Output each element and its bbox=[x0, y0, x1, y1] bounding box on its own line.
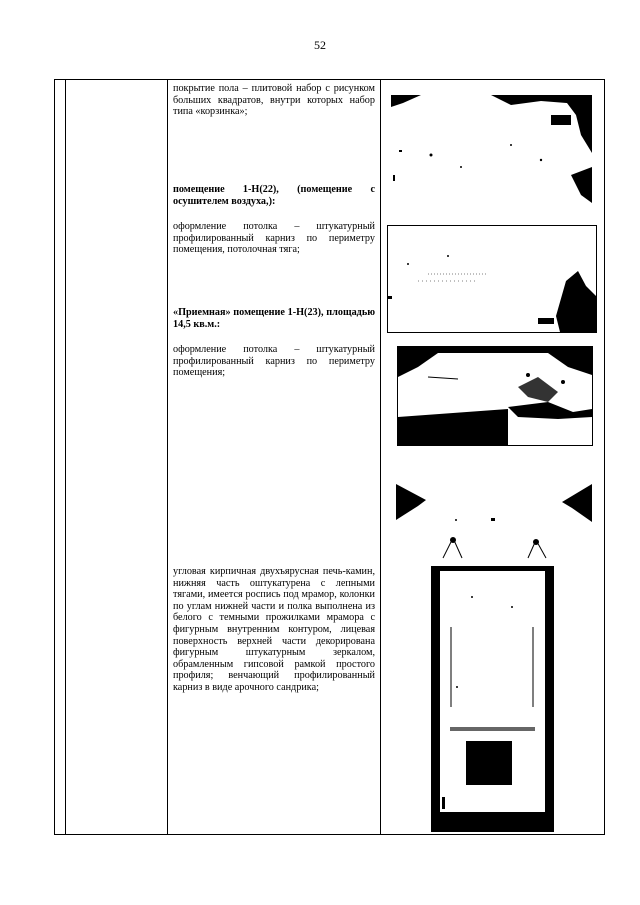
column-divider bbox=[65, 80, 66, 834]
column-divider bbox=[167, 80, 168, 834]
entry-room-1n23: «Приемная» помещение 1-Н(23), площадью 14,5 кв.м.: bbox=[173, 307, 375, 330]
ceiling-photo-2 bbox=[397, 346, 593, 446]
ceiling-lamp-photo-icon bbox=[396, 480, 592, 560]
floor-photo bbox=[391, 95, 592, 203]
entry-floor: покрытие пола – плитовой набор с рисунком больших квадратов, внутри которых набор типа «корзинка»; bbox=[173, 83, 375, 118]
entry-room-1n22: помещение 1-Н(22), (помещение с осушителем воздуха,): bbox=[173, 184, 375, 207]
column-divider bbox=[380, 80, 381, 834]
stove-photo bbox=[431, 566, 554, 832]
stove-fireplace-photo-icon bbox=[432, 567, 553, 831]
ceiling-cornice-photo-icon bbox=[398, 347, 592, 445]
entry-ceiling-2: оформление потолка – штукатурный профилированный карниз по периметру помещения; bbox=[173, 344, 375, 379]
ceiling-lamp-photo bbox=[396, 480, 592, 560]
floor-photo-icon bbox=[391, 95, 592, 203]
ceiling-photo-1 bbox=[387, 225, 597, 333]
page-number: 52 bbox=[314, 38, 326, 52]
entry-stove: угловая кирпичная двухъярусная печь-камин, нижняя часть оштукатурена с лепными тягами, имеется роспись под мрамор, колонки по углам нижней части и полка выполнена из белого с темными прожилками мрамора с фигурным внутренним контуром, лицевая поверхность верхней части декорирована фигурным штукатурным зеркалом, обрамленным гипсовой рамкой простого профиля; венчающий профилированный карниз в виде арочного сандрика; bbox=[173, 566, 375, 693]
ceiling-cornice-photo-icon bbox=[388, 226, 596, 332]
entry-ceiling-1: оформление потолка – штукатурный профилированный карниз по периметру помещения, потолочная тяга; bbox=[173, 221, 375, 256]
